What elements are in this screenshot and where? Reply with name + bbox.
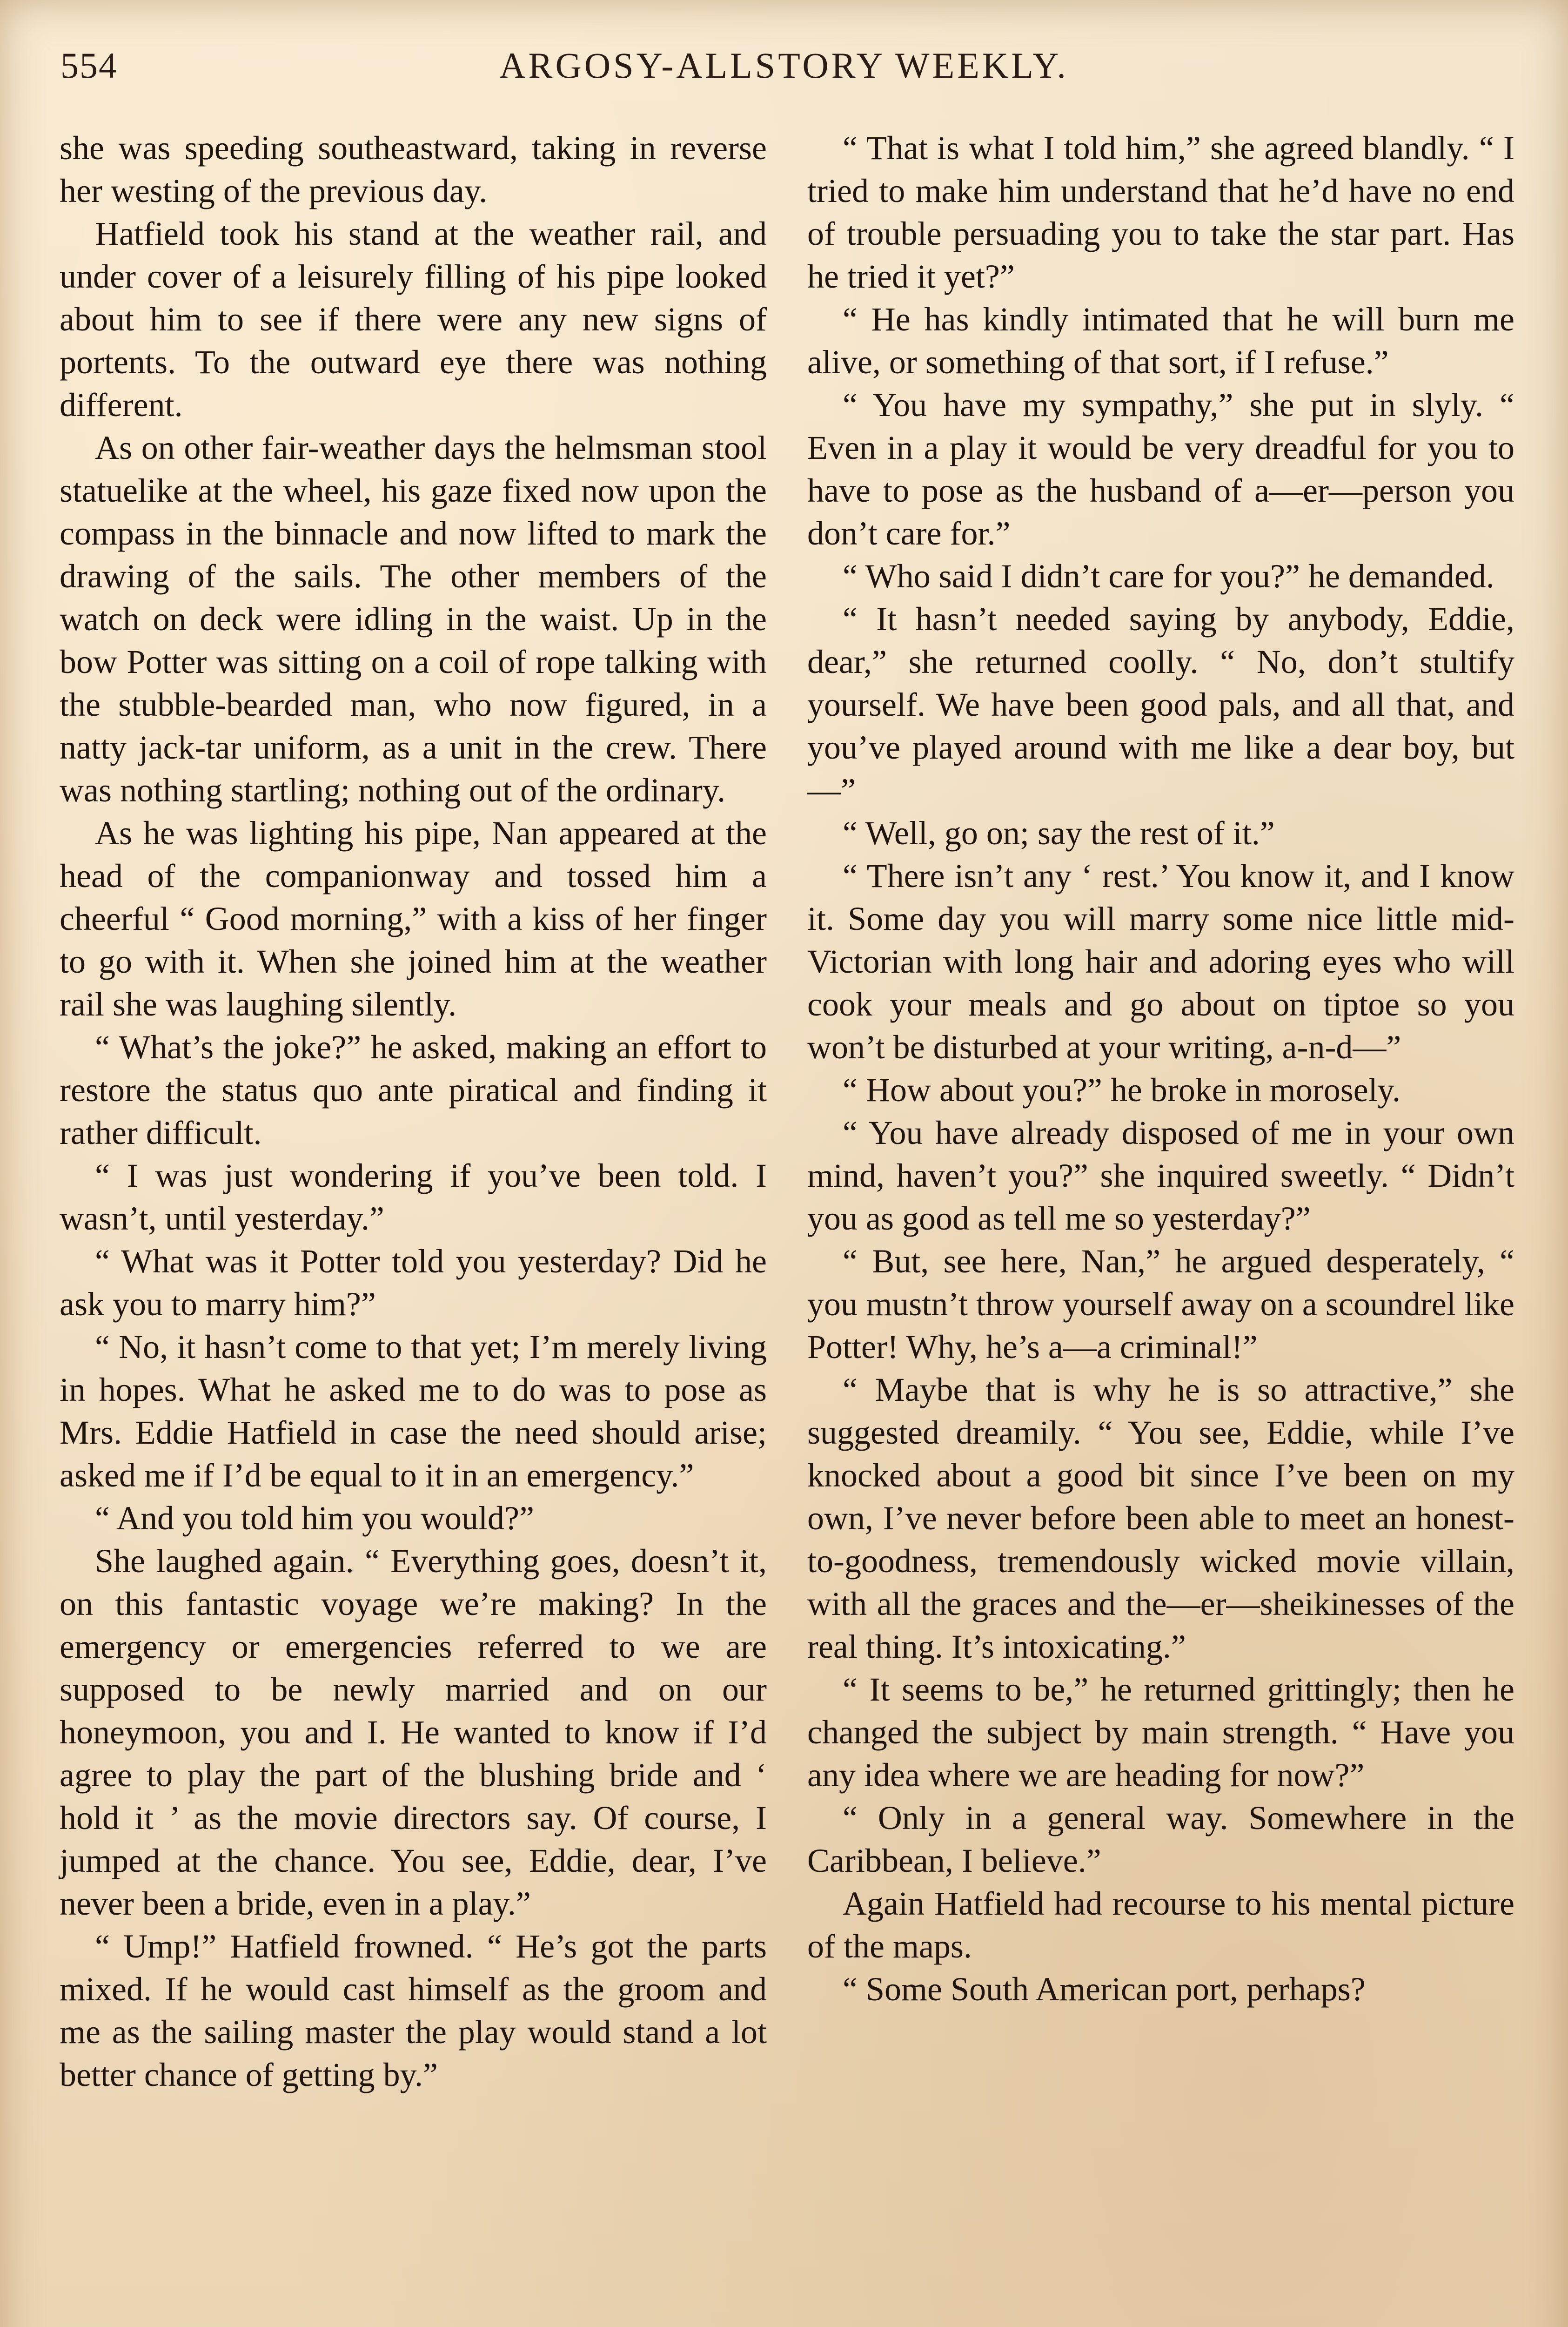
paragraph: “ Ump!” Hatfield frowned. “ He’s got the parts mixed. If he would cast himself as the groom and me as the sailing master the play would stand a lot better chance of getting by.” xyxy=(60,1928,767,2093)
paragraph: “ No, it hasn’t come to that yet; I’m merely living in hopes. What he asked me to do was to pose as Mrs. Eddie Hatfield in case the need should arise; asked me if I’d be equal to it in an emergency.” xyxy=(60,1328,767,1494)
paragraph: She laughed again. “ Everything goes, doesn’t it, on this fantastic voyage we’re making? In the emergency or emergencies referred to we are supposed to be newly married and on our honeymoon, you and I. He wanted to know if I’d agree to play the part of the blushing bride and ‘ hold it ’ as the movie directors say. Of course, I jumped at the chance. You see, Eddie, dear, I’ve never been a bride, even in a play.” xyxy=(60,1542,767,1922)
paragraph: “ There isn’t any ‘ rest.’ You know it, and I know it. Some day you will marry some nice little mid-Victorian with long hair and adoring eyes who will cook your meals and go about on tiptoe so you won’t be disturbed at your writing, a-n-d—” xyxy=(807,857,1514,1066)
paragraph: “ What’s the joke?” he asked, making an effort to restore the status quo ante piratical and finding it rather difficult. xyxy=(60,1029,767,1151)
paragraph: “ It hasn’t needed saying by anybody, Eddie, dear,” she returned coolly. “ No, don’t stultify yourself. We have been good pals, and all that, and you’ve played around with me like a dear boy, but—” xyxy=(807,600,1514,809)
paragraph: “ I was just wondering if you’ve been told. I wasn’t, until yesterday.” xyxy=(60,1157,767,1237)
paragraph: “ How about you?” he broke in morosely. xyxy=(843,1071,1401,1109)
paragraph: “ Maybe that is why he is so attractive,” she suggested dreamily. “ You see, Eddie, while I’ve knocked about a good bit since I’ve been on my own, I’ve never before been able to meet an honest-to-goodness, tremendously wicked movie villain, with all the graces and the—er—sheikinesses of the real thing. It’s intoxicating.” xyxy=(807,1371,1514,1665)
right-column xyxy=(807,127,1514,2011)
page-number: 554 xyxy=(60,45,118,86)
magazine-title: ARGOSY-ALLSTORY WEEKLY. xyxy=(499,45,1069,86)
paragraph: “ Well, go on; say the rest of it.” xyxy=(843,814,1275,852)
paragraph: Again Hatfield had recourse to his mental picture of the maps. xyxy=(807,1885,1514,1965)
paragraph: As he was lighting his pipe, Nan appeared at the head of the companionway and tossed him a cheerful “ Good morning,” with a kiss of her finger to go with it. When she joined him at the weather rail she was laughing silently. xyxy=(60,814,767,1023)
paragraph: “ Some South American port, perhaps? xyxy=(843,1971,1366,2008)
paragraph: Hatfield took his stand at the weather rail, and under cover of a leisurely filling of his pipe looked about him to see if there were any new signs of portents. To the outward eye there was nothing different. xyxy=(60,215,767,424)
paragraph: “ And you told him you would?” xyxy=(95,1500,534,1537)
paragraph: “ It seems to be,” he returned grittingly; then he changed the subject by main strength. “ Have you any idea where we are heading for now?” xyxy=(807,1671,1514,1794)
paragraph: “ Who said I didn’t care for you?” he demanded. xyxy=(843,558,1494,595)
paragraph: As on other fair-weather days the helmsman stool statuelike at the wheel, his gaze fixed now upon the compass in the binnacle and now lifted to mark the drawing of the sails. The other members of the watch on deck were idling in the waist. Up in the bow Potter was sitting on a coil of rope talking with the stubble-bearded man, who now figured, in a natty jack-tar uniform, as a unit in the crew. There was nothing startling; nothing out of the ordinary. xyxy=(60,429,767,809)
paragraph: “ What was it Potter told you yesterday? Did he ask you to marry him?” xyxy=(60,1243,767,1323)
paragraph: “ That is what I told him,” she agreed blandly. “ I tried to make him understand that he’d have no end of trouble persuading you to take the star part. Has he tried it yet?” xyxy=(807,129,1514,295)
paragraph: “ You have already disposed of me in your own mind, haven’t you?” she inquired sweetly. “ Didn’t you as good as tell me so yesterday?” xyxy=(807,1114,1514,1237)
running-head xyxy=(56,45,1512,96)
paragraph: “ You have my sympathy,” she put in slyly. “ Even in a play it would be very dreadful for you to have to pose as the husband of a—er—person you don’t care for.” xyxy=(807,386,1514,552)
paragraph: “ Only in a general way. Somewhere in the Caribbean, I believe.” xyxy=(807,1799,1514,1879)
paragraph: “ But, see here, Nan,” he argued desperately, “ you mustn’t throw yourself away on a scoundrel like Potter! Why, he’s a—a criminal!” xyxy=(807,1243,1514,1365)
paragraph: “ He has kindly intimated that he will burn me alive, or something of that sort, if I refuse.” xyxy=(807,301,1514,381)
left-column xyxy=(60,127,767,2096)
paragraph: she was speeding southeastward, taking in reverse her westing of the previous day. xyxy=(60,129,767,209)
